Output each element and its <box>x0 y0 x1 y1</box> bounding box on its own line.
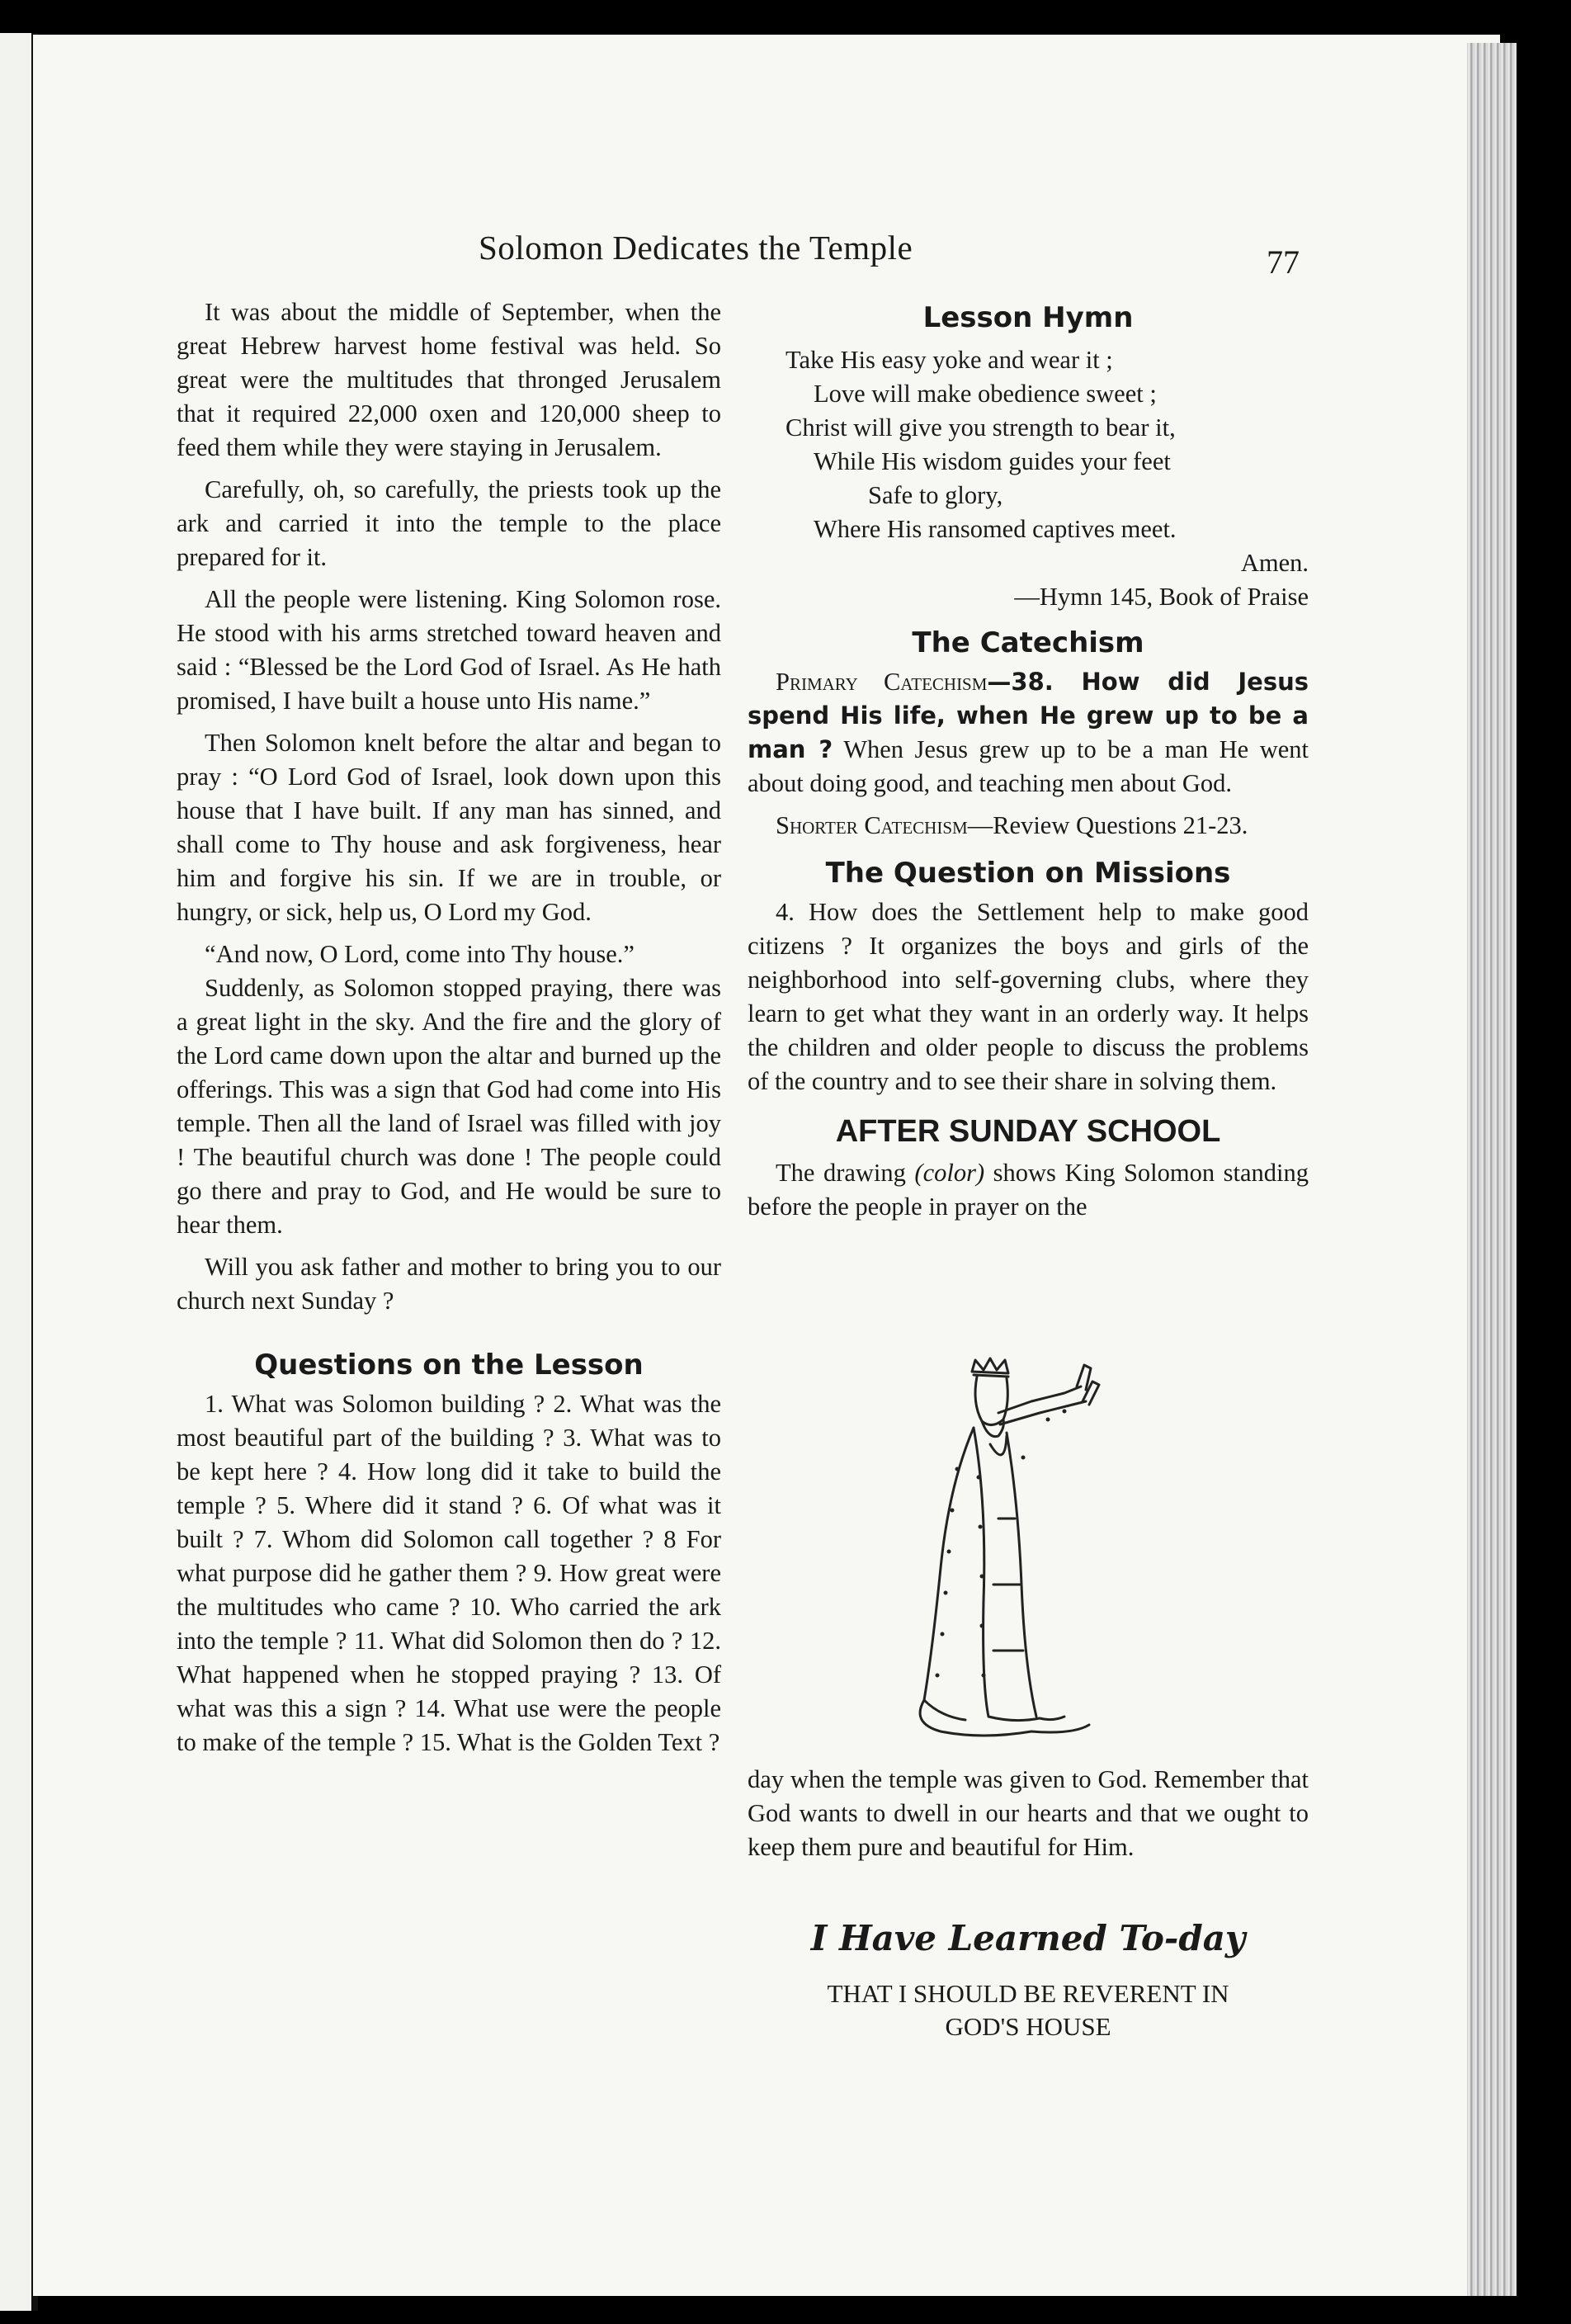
learned-statement <box>748 1977 1309 2043</box>
paragraph: Suddenly, as Solomon stopped praying, there was a great light in the sky. And the fire and the glory of the Lord came down upon the altar and burned up the offerings. This was a sign that God had come into His temple. Then all the land of Israel was filled with joy ! The beautiful church was done ! The people could go there and pray to God, and He would be sure to hear them. <box>177 974 721 1239</box>
primary-label: Primary Catechism <box>776 668 988 696</box>
paragraph: Carefully, oh, so carefully, the priests took up the ark and carried it into the temple to the place prepared for it. <box>177 475 721 571</box>
paragraph: Will you ask father and mother to bring you to our church next Sunday ? <box>177 1253 721 1315</box>
page-edges <box>1467 43 1517 2296</box>
hymn-amen: Amen. <box>1240 549 1309 577</box>
paragraph: All the people were listening. King Solomon rose. He stood with his arms stretched toward heaven and said : “Blessed be the Lord God of Israel. As He hath promised, I have built a house unto His name.” <box>177 585 721 715</box>
hymn-heading: Lesson Hymn <box>922 301 1134 334</box>
after-continued: day when the temple was given to God. Remember that God wants to dwell in our hearts and that we ought to keep them pure and beautiful for Him. <box>748 1765 1309 1861</box>
hymn-source: —Hymn 145, Book of Praise <box>1014 583 1309 611</box>
hymn <box>748 343 1309 614</box>
primary-question: —38. How did Jesus spend His life, when He grew up to be a man ? <box>748 668 1309 763</box>
left-column <box>177 295 721 1768</box>
running-title: Solomon Dedicates the Temple <box>479 229 913 267</box>
questions-heading: Questions on the Lesson <box>254 1349 644 1382</box>
after-text-start: The drawing <box>776 1159 906 1187</box>
shorter-catechism <box>748 809 1309 843</box>
learned-heading: I Have Learned To-day <box>810 1918 1246 1958</box>
hymn-line: Safe to glory, <box>868 481 1003 509</box>
paragraph: “And now, O Lord, come into Thy house.” <box>205 940 635 968</box>
questions-text: 1. What was Solomon building ? 2. What was the most beautiful part of the building ? 3. What was to be kept here ? 4. How long did it take to build the temple ? 5. Where did it stand ? 6. Of what was it built ? 7. Whom did Solomon call together ? 8 For what purpose did he gather them ? 9. How great were the multitudes who came ? 10. Who carried the ark into the temple ? 11. What did Solomon then do ? 12. What happened when he stopped praying ? 13. Of what was this a sign ? 14. What use were the people to make of the temple ? 15. What is the Golden Text ? <box>177 1390 721 1756</box>
hymn-line: While His wisdom guides your feet <box>814 447 1171 475</box>
after-color-note: (color) <box>914 1159 985 1187</box>
right-column <box>748 295 1309 1232</box>
shorter-label: Shorter Catechism <box>776 811 968 839</box>
page-number: 77 <box>1267 243 1300 281</box>
learned-line-1: THAT I SHOULD BE REVERENT IN <box>827 1979 1229 2008</box>
paragraph: Then Solomon knelt before the altar and began to pray : “O Lord God of Israel, look down upon this house that I have built. If any man has sinned, and shall come to Thy house and ask forgiveness, hear him and forgive his sin. If we are in trouble, or hungry, or sick, help us, O Lord my God. <box>177 729 721 926</box>
missions-text: 4. How does the Settlement help to make good citizens ? It organizes the boys and girls of the neighborhood into self-governing clubs, where they learn to get what they want in an orderly way. It helps the children and older people to discuss the problems of the country and to see their share in solving them. <box>748 898 1309 1095</box>
missions-heading: The Question on Missions <box>825 857 1231 890</box>
hymn-line: Where His ransomed captives meet. <box>814 515 1177 543</box>
after-continued-text <box>748 1763 1309 1873</box>
shorter-text: —Review Questions 21-23. <box>967 811 1248 839</box>
hymn-line: Christ will give you strength to bear it, <box>786 413 1176 442</box>
primary-catechism <box>748 665 1309 801</box>
book-spine <box>0 33 31 2311</box>
after-sunday-school-heading: AFTER SUNDAY SCHOOL <box>835 1114 1221 1149</box>
after-text-end: shows King Solomon standing before the people in prayer on the <box>748 1159 1309 1221</box>
after-text <box>748 1156 1309 1224</box>
hymn-line: Take His easy yoke and wear it ; <box>786 346 1113 374</box>
catechism-heading: The Catechism <box>912 626 1144 659</box>
paragraph: It was about the middle of September, when the great Hebrew harvest home festival was held. So great were the multitudes that thronged Jerusalem that it required 22,000 oxen and 120,000 sheep to feed them while they were staying in Jerusalem. <box>177 298 721 461</box>
hymn-line: Love will make obedience sweet ; <box>814 380 1157 408</box>
king-solomon-illustration <box>908 1353 1172 1750</box>
primary-answer: When Jesus grew up to be a man He went about doing good, and teaching men about God. <box>748 735 1309 797</box>
learned-line-2: GOD'S HOUSE <box>945 2012 1111 2041</box>
